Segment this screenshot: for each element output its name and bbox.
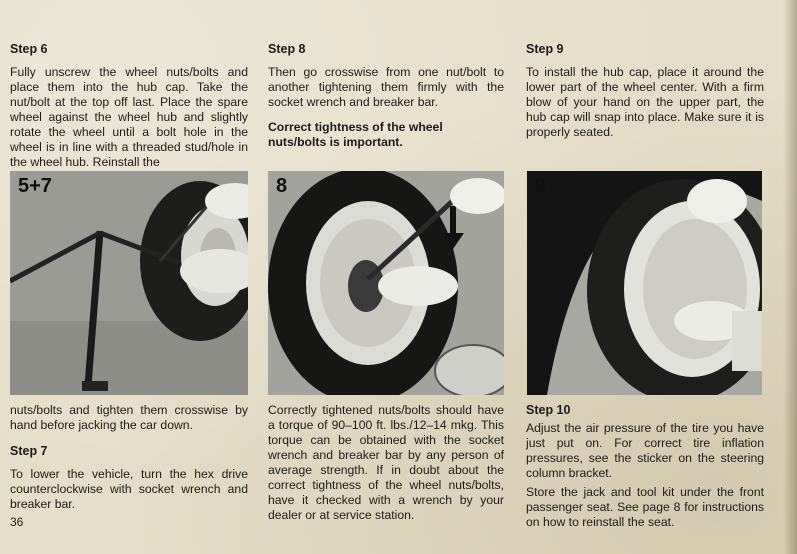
step9-text: To install the hub cap, place it around the lower part of the wheel center. With a firm blow of your hand on the upper part, the hub cap will snap into place. Make sure it is properly seated. [526, 65, 764, 139]
step7-heading: Step 7 [10, 444, 48, 458]
step8-text-bottom: Correctly tightened nuts/bolts should have a torque of 90–100 ft. lbs./12–14 mkg. This torque can be obtained with the socket wrench and breaker bar by any person of average strength. If in doubt about the correct tightness of the wheel nuts/bolts, have it checked with a wrench by your dealer or at service station. [268, 403, 504, 522]
figure-8-photo [268, 171, 504, 395]
step7-block [10, 444, 248, 512]
page-edge-shadow [783, 0, 797, 554]
figure-8-label: 8 [276, 175, 288, 197]
step8-warning: Correct tightness of the wheel nuts/bolts is important. [268, 120, 443, 149]
figure-8-illustration [268, 171, 504, 395]
step6-heading: Step 6 [10, 42, 48, 56]
figure-9-illustration [527, 171, 762, 395]
step6-block [10, 42, 248, 170]
step10-heading: Step 10 [526, 403, 571, 417]
step10-text2: Store the jack and tool kit under the front passenger seat. See page 8 for instructions on how to reinstall the seat. [526, 485, 764, 529]
figure-5-7-photo [10, 171, 248, 395]
step8-heading: Step 8 [268, 42, 306, 56]
figure-5-7-label: 5+7 [18, 175, 52, 197]
figure-9-photo [527, 171, 762, 395]
step8-continued [268, 403, 504, 523]
step10-text: Adjust the air pressure of the tire you have just put on. For correct tire inflation pressures, see the sticker on the steering column bracket. [526, 421, 764, 480]
step9-block [526, 42, 764, 140]
figure-9-label: 9 [535, 175, 547, 197]
step6-text-bottom: nuts/bolts and tighten them crosswise by hand before jacking the car down. [10, 403, 248, 432]
step9-heading: Step 9 [526, 42, 564, 56]
figure-5-7-illustration [10, 171, 248, 395]
step6-text-top: Fully unscrew the wheel nuts/bolts and place them into the hub cap. Take the nut/bolt at the top off last. Place the spare wheel against the wheel hub and slightly rotate the wheel until a bolt hole in the wheel is in line with a threaded stud/hole in the wheel hub. Reinstall the [10, 65, 248, 169]
step7-text: To lower the vehicle, turn the hex drive counterclockwise with socket wrench and breaker bar. [10, 467, 248, 511]
step10-block [526, 403, 764, 530]
page-number: 36 [10, 515, 24, 529]
step6-continued [10, 403, 248, 433]
step8-text: Then go crosswise from one nut/bolt to another tightening them firmly with the socket wrench and breaker bar. [268, 65, 504, 109]
step8-block [268, 42, 504, 150]
